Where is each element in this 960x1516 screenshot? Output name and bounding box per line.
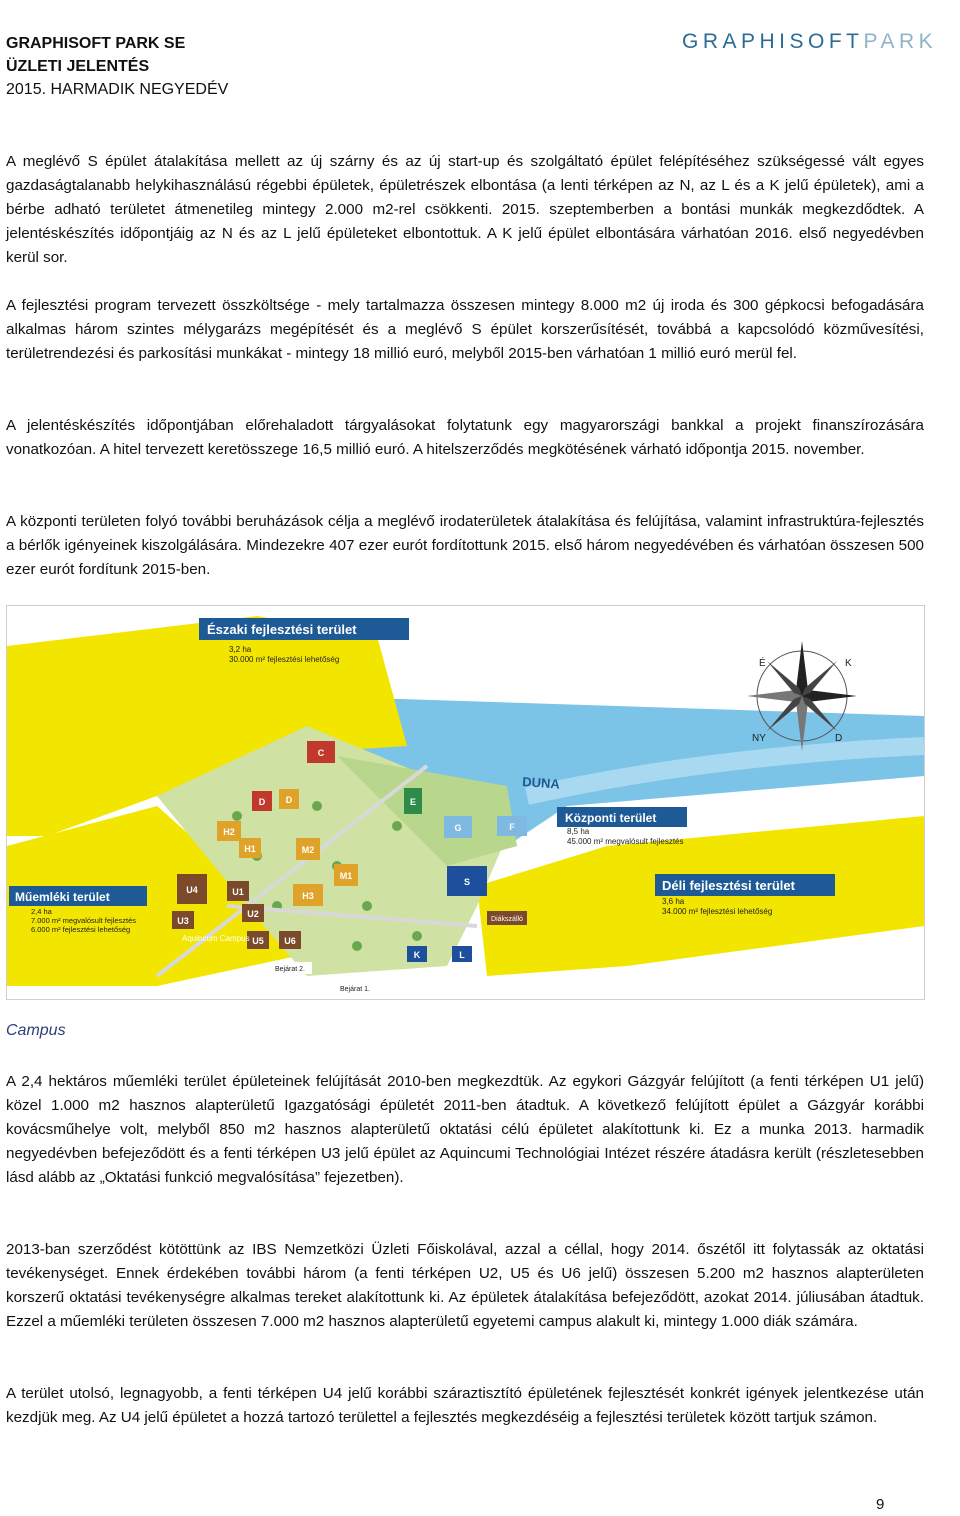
compass-west: NY xyxy=(752,733,766,744)
building-C: C xyxy=(317,748,325,758)
paragraph-financing: A jelentéskészítés időpontjában előrehaladott tárgyalásokat folytatunk egy magyarországi bankkal a projekt finanszírozására vonatkozóan. A hitel tervezett keretösszege 16,5 millió euró. A hitelszerződés megkötésének várható időpontja 2015. november. xyxy=(6,417,924,458)
building-G: G xyxy=(454,823,462,833)
south-zone-area: 3,6 ha xyxy=(662,897,685,906)
building-M1: M1 xyxy=(339,871,353,881)
monument-zone-potential: 6.000 m² fejlesztési lehetőség xyxy=(31,925,131,934)
river-label: DUNA xyxy=(521,774,561,792)
building-U3: U3 xyxy=(177,916,189,926)
paragraph-program-cost: A fejlesztési program tervezett összköltsége - mely tartalmazza összesen mintegy 8.000 m2 új iroda és 300 gépkocsi befogadására alkalmas három szintes mélygarázs megépítését és a meglévő S épület korszerűsítését, továbbá a kapcsolódó közművesítési, területrendezési és parkosítási munkákat - mintegy 18 millió euró, melyből 2015-ben várhatóan 1 millió euró merül fel. xyxy=(6,297,924,362)
north-zone-potential: 30.000 m² fejlesztési lehetőség xyxy=(229,655,340,664)
paragraph-u4-building: A terület utolsó, legnagyobb, a fenti térképen U4 jelű korábbi száraztisztító épületének fejlesztését konkrét igények jelentkezése után kezdjük meg. Az U4 jelű épületet a hozzá tartozó területtel a fejlesztés megkezdéséig a fejlesztési területek között tartjuk számon. xyxy=(6,1385,924,1426)
central-zone-label xyxy=(557,807,687,846)
building-H1: H1 xyxy=(244,844,256,854)
gate-1-label: Bejárat 1. xyxy=(340,986,370,993)
gate-2-label: Bejárat 2. xyxy=(275,966,305,973)
building-D2: D xyxy=(285,795,293,805)
building-U2: U2 xyxy=(247,909,259,919)
building-E: E xyxy=(409,797,417,807)
building-L: L xyxy=(459,950,465,960)
building-H2: H2 xyxy=(223,827,235,837)
monument-zone-area: 2,4 ha xyxy=(31,907,52,916)
building-H3: H3 xyxy=(302,891,314,901)
header-company: GRAPHISOFT PARK SE xyxy=(6,35,186,52)
monument-zone-title: Műemléki terület xyxy=(15,890,110,904)
aquincum-campus-label: Aquincum Campus xyxy=(182,934,250,943)
south-zone-title: Déli fejlesztési terület xyxy=(662,878,795,893)
central-zone-title: Központi terület xyxy=(565,811,657,825)
central-zone-developed: 45.000 m² megvalósult fejlesztés xyxy=(567,837,684,846)
building-U1: U1 xyxy=(232,887,244,897)
graphisoft-park-logo xyxy=(682,30,937,54)
header-report-type: ÜZLETI JELENTÉS xyxy=(6,58,150,75)
building-F: F xyxy=(509,822,515,832)
north-zone-title: Északi fejlesztési terület xyxy=(207,622,357,637)
building-U6: U6 xyxy=(284,936,296,946)
site-map xyxy=(6,605,925,1000)
compass-east: K xyxy=(845,658,852,669)
section-title-campus: Campus xyxy=(6,1022,66,1039)
paragraph-demolition: A meglévő S épület átalakítása mellett az új szárny és az új start-up és szolgáltató épület felépítéséhez szükségessé vált egyes gazdaságtalanabb helykihasználású régebbi épületek, épületrészek elbontása (a lenti térképen az N, az L és a K jelű épületek), ami a bérbe adható területet átmenetileg mintegy 2.000 m2-rel csökkenti. 2015. szeptemberben a bontási munkák megkezdődtek. A jelentéskészítés időpontjáig az N és az L jelű épületeket elbontottuk. A K jelű épület elbontására várhatóan 2016. első negyedévben kerül sor. xyxy=(6,153,924,266)
compass-north: É xyxy=(759,658,766,669)
central-zone-area: 8,5 ha xyxy=(567,827,590,836)
building-S: S xyxy=(463,877,471,887)
logo-text-graphisoft: GRAPHISOFT xyxy=(682,30,864,53)
compass-south: D xyxy=(835,733,843,744)
paragraph-ibs-campus: 2013-ban szerződést kötöttünk az IBS Nemzetközi Üzleti Főiskolával, azzal a céllal, hogy 2014. őszétől itt folytassák az oktatási tevékenységet. Ennek érdekében további három (a fenti térképen U2, U5 és U6 jelű) összesen 5.200 m2 hasznos alapterületen korszerű oktatási tevékenységre alkalmas tereket alakítottunk ki. Az épületek átalakítása befejeződött, azokat 2014. júliusában átadtuk. Ezzel a műemléki területen összesen 7.000 m2 hasznos alapterületű egyetemi campus alakult ki, mintegy 1.000 diák számára. xyxy=(6,1241,924,1330)
building-U5: U5 xyxy=(252,936,264,946)
paragraph-central-investment: A központi területen folyó további beruházások célja a meglévő irodaterületek átalakítása és felújítása, valamint infrastruktúra-fejlesztés a bérlők igényeinek kiszolgálására. Mindezekre 407 ezer eurót fordítottunk 2015. első három negyedévében és várhatóan összesen 500 ezer eurót fordítunk 2015-ben. xyxy=(6,513,924,578)
header-period: 2015. HARMADIK NEGYEDÉV xyxy=(6,81,229,98)
north-zone-area: 3,2 ha xyxy=(229,645,252,654)
building-M2: M2 xyxy=(301,845,315,855)
header-left xyxy=(6,32,228,101)
monument-zone-developed: 7.000 m² megvalósult fejlesztés xyxy=(31,916,137,925)
building-K: K xyxy=(413,950,421,960)
paragraph-monument-renovation: A 2,4 hektáros műemléki terület épületeinek felújítását 2010-ben megkezdtük. Az egykori Gázgyár felújított (a fenti térképen U1 jelű) közel 1.000 m2 hasznos alapterületű Igazgatósági épületét 2011-ben átadtuk. A következő felújított épület a Gázgyár korábbi kovácsműhelye volt, melyből 850 m2 hasznos alapterületű oktatási célú épületet alakítottunk ki. Ez a munka 2013. harmadik negyedévben befejeződött és a fenti térképen U3 jelű épület az Aquincumi Technológiai Intézet részére átadásra került (részletesebben lásd alább az „Oktatási funkció megvalósítása” fejezetben). xyxy=(6,1073,924,1186)
building-U4: U4 xyxy=(186,885,198,895)
building-D1: D xyxy=(258,797,266,807)
south-zone-potential: 34.000 m² fejlesztési lehetőség xyxy=(662,907,773,916)
dormitory-label: Diákszálló xyxy=(491,916,523,923)
page-number: 9 xyxy=(876,1496,885,1513)
logo-text-park: PARK xyxy=(863,30,938,53)
